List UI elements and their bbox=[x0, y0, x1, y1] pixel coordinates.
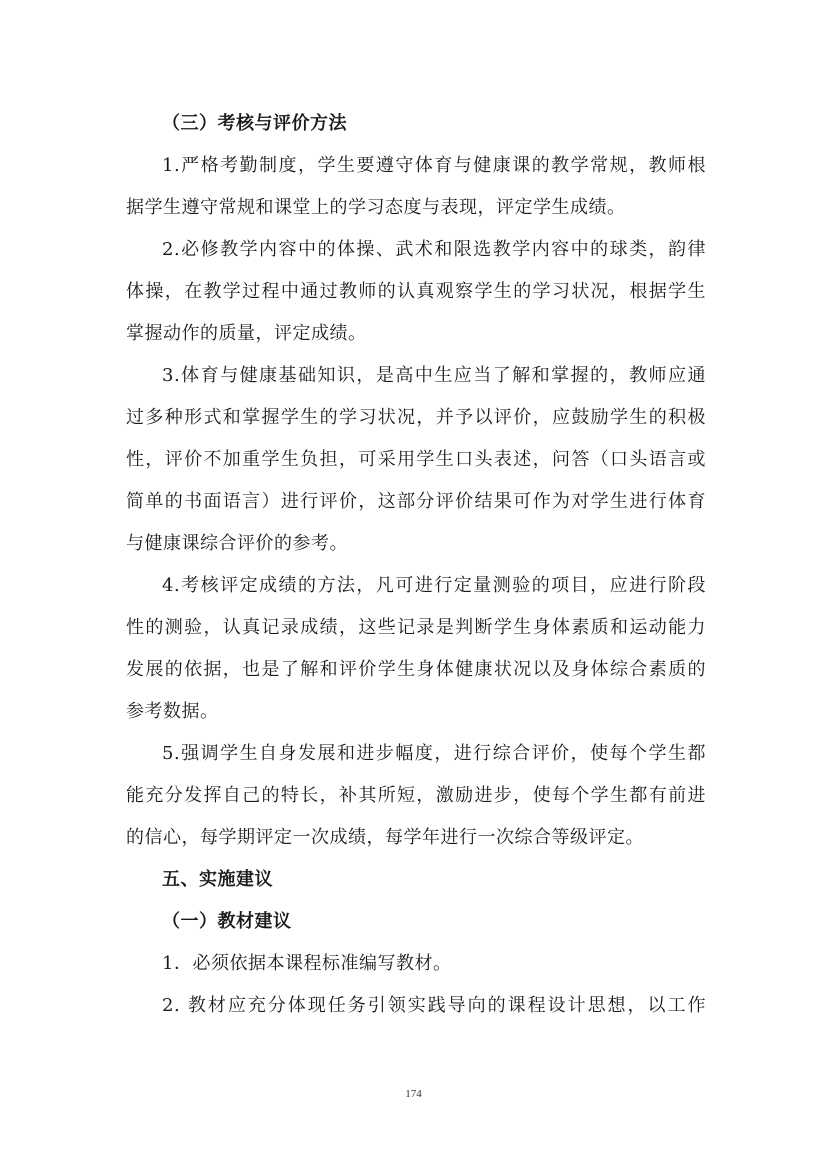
paragraph-item-3 bbox=[126, 355, 706, 565]
recommendation-item-2: 2. 教材应充分体现任务引领实践导向的课程设计思想，以工作 bbox=[162, 995, 706, 1016]
paragraph-line: 简单的书面语言）进行评价，这部分评价结果可作为对学生进行体育 bbox=[126, 491, 706, 512]
paragraph-item-4 bbox=[126, 565, 706, 733]
recommendation-item-1: 1．必须依据本课程标准编写教材。 bbox=[162, 953, 452, 974]
paragraph-line: 1.严格考勤制度，学生要遵守体育与健康课的教学常规，教师根 bbox=[162, 155, 706, 176]
paragraph-line: 性的测验，认真记录成绩，这些记录是判断学生身体素质和运动能力 bbox=[126, 617, 706, 638]
paragraph-line: 2.必修教学内容中的体操、武术和限选教学内容中的球类，韵律 bbox=[162, 239, 706, 260]
paragraph-line: 4.考核评定成绩的方法，凡可进行定量测验的项目，应进行阶段 bbox=[162, 575, 706, 596]
paragraph-item-2 bbox=[126, 229, 706, 355]
paragraph-line: 体操，在教学过程中通过教师的认真观察学生的学习状况，根据学生 bbox=[126, 281, 706, 302]
page-content bbox=[126, 103, 706, 1027]
subsection-heading-textbook: （一）教材建议 bbox=[162, 911, 292, 932]
paragraph-line: 的信心，每学期评定一次成绩，每学年进行一次综合等级评定。 bbox=[126, 827, 644, 848]
paragraph-line: 能充分发挥自己的特长，补其所短，激励进步，使每个学生都有前进 bbox=[126, 785, 706, 806]
paragraph-line: 性，评价不加重学生负担，可采用学生口头表述，问答（口头语言或 bbox=[126, 449, 706, 470]
paragraph-line: 5.强调学生自身发展和进步幅度，进行综合评价，使每个学生都 bbox=[162, 743, 706, 764]
page-number: 174 bbox=[405, 1088, 422, 1100]
paragraph-line: 据学生遵守常规和课堂上的学习态度与表现，评定学生成绩。 bbox=[126, 197, 626, 218]
paragraph-line: 过多种形式和掌握学生的学习状况，并予以评价，应鼓励学生的积极 bbox=[126, 407, 706, 428]
paragraph-item-1 bbox=[126, 145, 706, 229]
section-heading-implementation: 五、实施建议 bbox=[162, 869, 273, 890]
paragraph-line: 掌握动作的质量，评定成绩。 bbox=[126, 323, 367, 344]
section-heading-assessment: （三）考核与评价方法 bbox=[162, 113, 347, 134]
paragraph-line: 参考数据。 bbox=[126, 701, 219, 722]
paragraph-line: 发展的依据，也是了解和评价学生身体健康状况以及身体综合素质的 bbox=[126, 659, 706, 680]
paragraph-line: 与健康课综合评价的参考。 bbox=[126, 533, 348, 554]
paragraph-line: 3.体育与健康基础知识，是高中生应当了解和掌握的，教师应通 bbox=[162, 365, 706, 386]
paragraph-item-5 bbox=[126, 733, 706, 859]
